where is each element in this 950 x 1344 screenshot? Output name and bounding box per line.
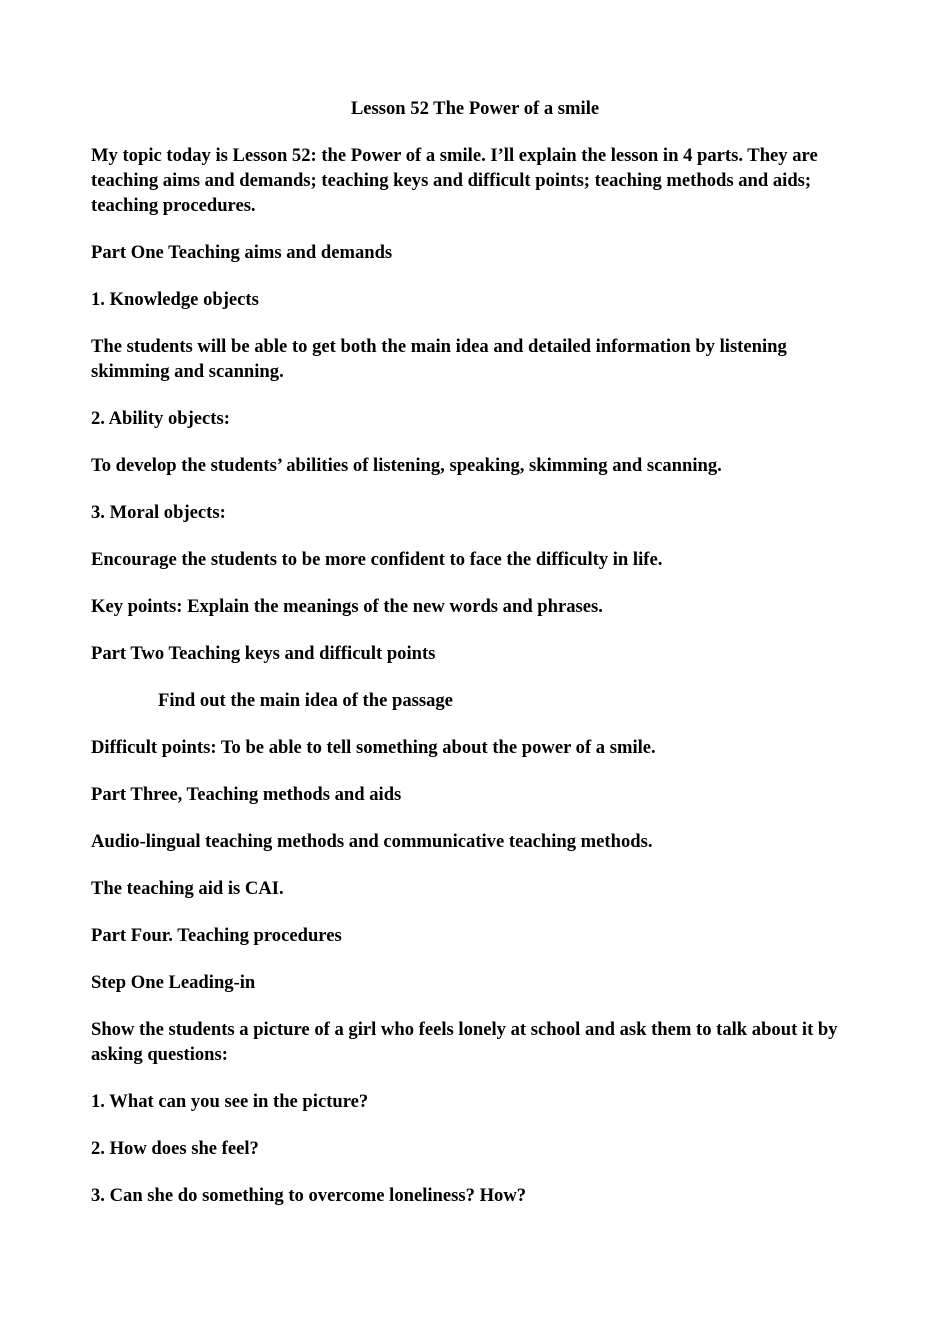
ability-objects-text: To develop the students’ abilities of listening, speaking, skimming and scanning. (91, 455, 722, 476)
part-four-heading: Part Four. Teaching procedures (91, 925, 342, 946)
leading-in-text: Show the students a picture of a girl who feels lonely at school and ask them to talk about it by asking questions: (91, 1019, 838, 1065)
moral-objects-text: Encourage the students to be more confident to face the difficulty in life. (91, 549, 663, 570)
knowledge-objects-heading: 1. Knowledge objects (91, 289, 259, 310)
question-1: 1. What can you see in the picture? (91, 1091, 369, 1112)
knowledge-objects-text: The students will be able to get both the main idea and detailed information by listening skimming and scanning. (91, 336, 787, 382)
main-idea-text: Find out the main idea of the passage (158, 690, 453, 711)
teaching-aid-text: The teaching aid is CAI. (91, 878, 284, 899)
question-2: 2. How does she feel? (91, 1138, 259, 1159)
part-one-heading: Part One Teaching aims and demands (91, 242, 393, 263)
key-points-text: Key points: Explain the meanings of the new words and phrases. (91, 596, 603, 617)
part-two-heading: Part Two Teaching keys and difficult points (91, 643, 436, 664)
document-title: Lesson 52 The Power of a smile (350, 98, 600, 119)
methods-text: Audio-lingual teaching methods and communicative teaching methods. (91, 831, 653, 852)
question-3: 3. Can she do something to overcome loneliness? How? (91, 1185, 527, 1206)
intro-paragraph: My topic today is Lesson 52: the Power of a smile. I’ll explain the lesson in 4 parts. They are teaching aims and demands; teaching keys and difficult points; teaching methods and aids; teaching procedures. (91, 145, 818, 216)
step-one-heading: Step One Leading-in (91, 972, 256, 993)
moral-objects-heading: 3. Moral objects: (91, 502, 226, 523)
document-page (91, 96, 859, 1230)
difficult-points-text: Difficult points: To be able to tell something about the power of a smile. (91, 737, 656, 758)
ability-objects-heading: 2. Ability objects: (91, 408, 230, 429)
part-three-heading: Part Three, Teaching methods and aids (91, 784, 402, 805)
